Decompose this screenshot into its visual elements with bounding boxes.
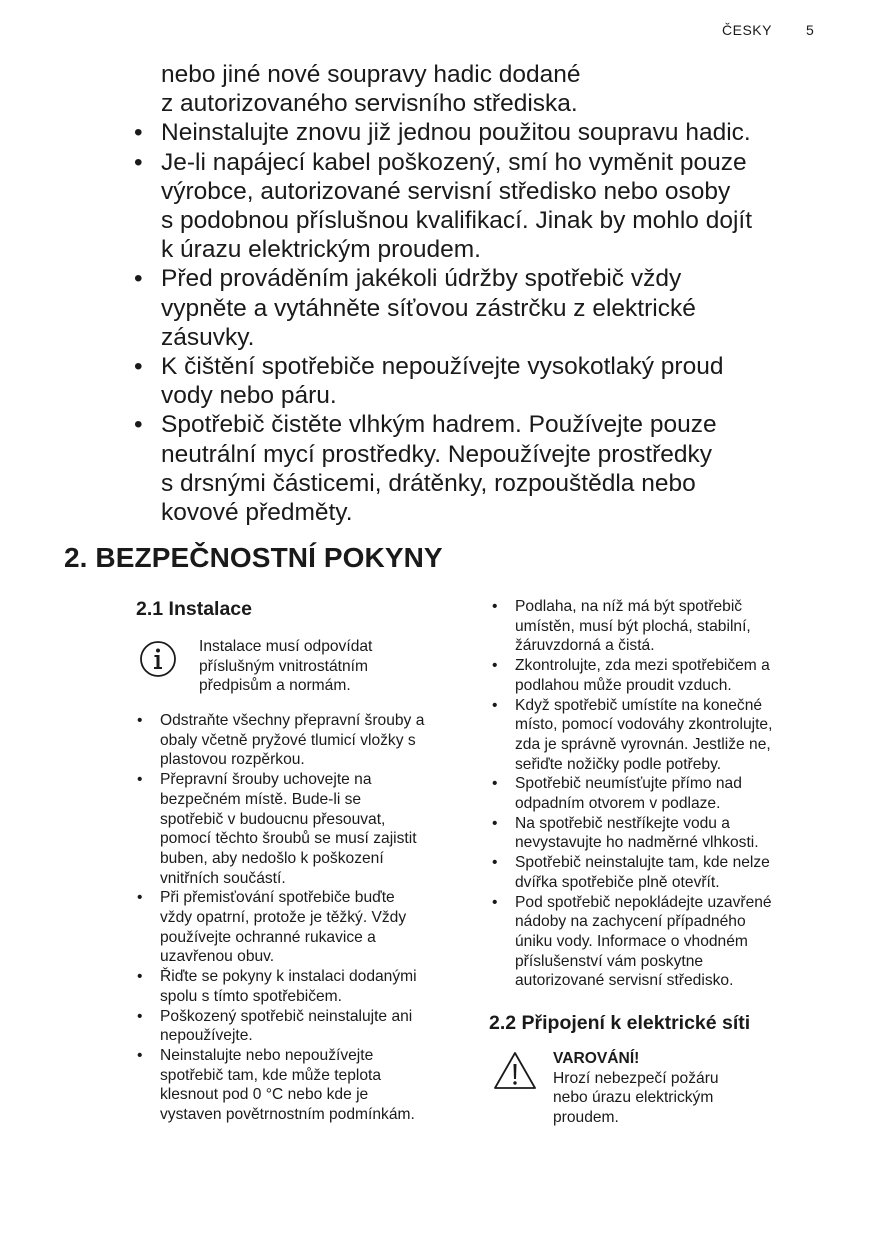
installation-list-right: [489, 597, 829, 991]
page-number: 5: [806, 22, 814, 38]
section-title: 2. BEZPEČNOSTNÍ POKYNY: [64, 542, 443, 573]
subsection-title-electrical: 2.2 Připojení k elektrické síti: [489, 1012, 751, 1034]
list-item: • Spotřebič neinstalujte tam, kde nelze dvířka spotřebiče plně otevřít.: [492, 854, 770, 891]
maintenance-list: [130, 60, 830, 527]
warning-title: VAROVÁNÍ!: [553, 1050, 640, 1067]
list-item: • Poškozený spotřebič neinstalujte ani nepoužívejte.: [137, 1007, 413, 1045]
list-item: • Spotřebič neumísťujte přímo nad odpadním otvorem v podlaze.: [492, 775, 742, 813]
info-icon: [139, 640, 177, 678]
list-item: • Při přemisťování spotřebiče buďte vždy opatrní, protože je těžký. Vždy používejte ochranné rukavice a uzavřenou obuv.: [137, 889, 407, 966]
list-item-continuation: nebo jiné nové soupravy hadic dodané z autorizovaného servisního střediska.: [161, 61, 581, 118]
warning-triangle-icon: [492, 1050, 538, 1092]
subsection-title-installation: 2.1 Instalace: [136, 598, 252, 620]
installation-list-left: [134, 711, 474, 1125]
header-language: ČESKY: [722, 22, 772, 38]
list-item: • Když spotřebič umístíte na konečné místo, pomocí vodováhy zkontrolujte, zda je správně vyrovnán. Jestliže ne, seřiďte nožičky podle potřeby.: [492, 696, 773, 773]
list-item: • Před prováděním jakékoli údržby spotřebič vždy vypněte a vytáhněte síťovou zástrčku z elektrické zásuvky.: [134, 265, 696, 351]
list-item: • Přepravní šrouby uchovejte na bezpečném místě. Bude-li se spotřebič v budoucnu přesouvat, pomocí těchto šroubů se musí zajistit buben, aby nedošlo k poškození vnitřních součástí.: [137, 771, 417, 887]
list-item: • Řiďte se pokyny k instalaci dodanými spolu s tímto spotřebičem.: [137, 968, 417, 1005]
list-item: • Neinstalujte nebo nepoužívejte spotřebič tam, kde může teplota klesnout pod 0 °C nebo kde je vystaven povětrnostním podmínkám.: [137, 1046, 415, 1124]
electrical-warning: VAROVÁNÍ! Hrozí nebezpečí požáru nebo úrazu elektrickým proudem.: [553, 1049, 813, 1128]
list-item: • Pod spotřebič nepokládejte uzavřené nádoby na zachycení případného úniku vody. Informace o vhodném příslušenství vám poskytne autorizované servisní středisko.: [492, 893, 772, 990]
list-item: • Je-li napájecí kabel poškozený, smí ho vyměnit pouze výrobce, autorizované servisní středisko nebo osoby s podobnou příslušnou kvalifikací. Jinak by mohlo dojít k úrazu elektrickým proudem.: [134, 148, 753, 264]
list-item: • Spotřebič čistěte vlhkým hadrem. Používejte pouze neutrální mycí prostředky. Nepoužívejte prostředky s drsnými částicemi, drátěnky, rozpouštědla nebo kovové předměty.: [134, 411, 717, 527]
list-item: • Neinstalujte znovu již jednou použitou soupravu hadic.: [134, 119, 751, 147]
installation-note: Instalace musí odpovídat příslušným vnitrostátním předpisům a normám.: [199, 638, 373, 695]
list-item: • Odstraňte všechny přepravní šrouby a obaly včetně pryžové tlumicí vložky s plastovou rozpěrkou.: [137, 712, 425, 769]
list-item: • Na spotřebič nestříkejte vodu a nevystavujte ho nadměrné vlhkosti.: [492, 814, 759, 852]
list-item: • Podlaha, na níž má být spotřebič umístěn, musí být plochá, stabilní, žáruvzdorná a čistá.: [492, 598, 751, 655]
list-item: • K čištění spotřebiče nepoužívejte vysokotlaký proud vody nebo páru.: [134, 353, 724, 410]
list-item: • Zkontrolujte, zda mezi spotřebičem a podlahou může proudit vzduch.: [492, 657, 770, 694]
